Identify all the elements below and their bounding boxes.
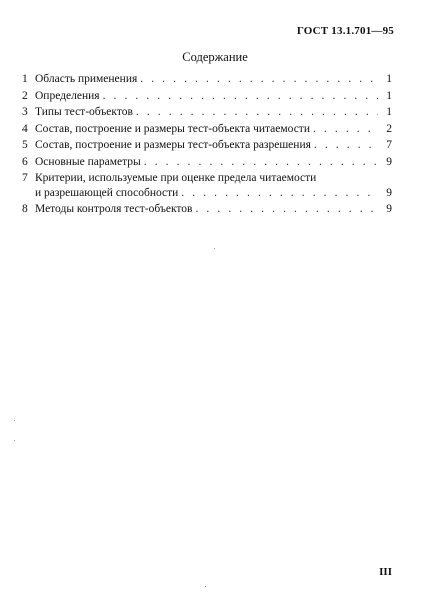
toc-item-title: Методы контроля тест-объектов (35, 203, 193, 215)
toc-item-page: 9 (386, 186, 392, 199)
document-code: ГОСТ 13.1.701—95 (296, 25, 394, 37)
toc-item-page: 1 (386, 106, 392, 118)
dot-leader (181, 186, 378, 201)
toc-item-number: 2 (22, 89, 28, 102)
table-of-contents (22, 72, 392, 219)
toc-item-title: Состав, построение и размеры тест-объекта разрешения (35, 139, 311, 151)
toc-item-page: 7 (386, 139, 392, 151)
scan-speck (14, 440, 15, 441)
toc-item-number: 5 (22, 139, 28, 151)
dot-leader (103, 89, 378, 104)
toc-item-number: 7 (22, 172, 28, 184)
toc-item-title-continued: и разрешающей способности (35, 186, 179, 199)
toc-item[interactable] (22, 138, 392, 153)
dot-leader (195, 202, 378, 217)
toc-item[interactable] (22, 155, 392, 170)
toc-item-number: 8 (22, 203, 28, 215)
dot-leader (313, 122, 378, 137)
toc-item-title: Состав, построение и размеры тест-объекта читаемости (35, 122, 310, 135)
toc-item-page: 9 (386, 203, 392, 215)
toc-title: Содержание (182, 50, 248, 64)
toc-item-title: Типы тест-объектов (35, 106, 133, 118)
dot-leader (140, 72, 378, 87)
toc-item[interactable] (22, 202, 392, 217)
toc-item-number: 1 (22, 73, 28, 85)
toc-item-number: 6 (22, 155, 28, 168)
scan-speck (214, 248, 215, 249)
toc-item[interactable] (22, 72, 392, 87)
toc-item[interactable] (22, 105, 392, 120)
dot-leader (144, 155, 378, 170)
toc-item-title: Область применения (35, 73, 138, 85)
toc-item-page: 9 (386, 155, 392, 168)
toc-item-page: 2 (386, 122, 392, 135)
dot-leader (314, 138, 378, 153)
toc-item-number: 3 (22, 106, 28, 118)
toc-item[interactable] (22, 171, 392, 200)
toc-item[interactable] (22, 89, 392, 104)
page-number: III (379, 566, 392, 578)
toc-item-title: Критерии, используемые при оценке предела читаемости (35, 172, 317, 184)
toc-item-page: 1 (386, 73, 392, 85)
scan-speck (14, 420, 15, 421)
dot-leader (136, 105, 378, 120)
toc-item-title: Основные параметры (35, 155, 141, 168)
scan-speck (205, 586, 206, 587)
toc-item-number: 4 (22, 122, 28, 135)
toc-item[interactable] (22, 122, 392, 137)
toc-item-page: 1 (386, 89, 392, 102)
toc-item-title: Определения (35, 89, 100, 102)
